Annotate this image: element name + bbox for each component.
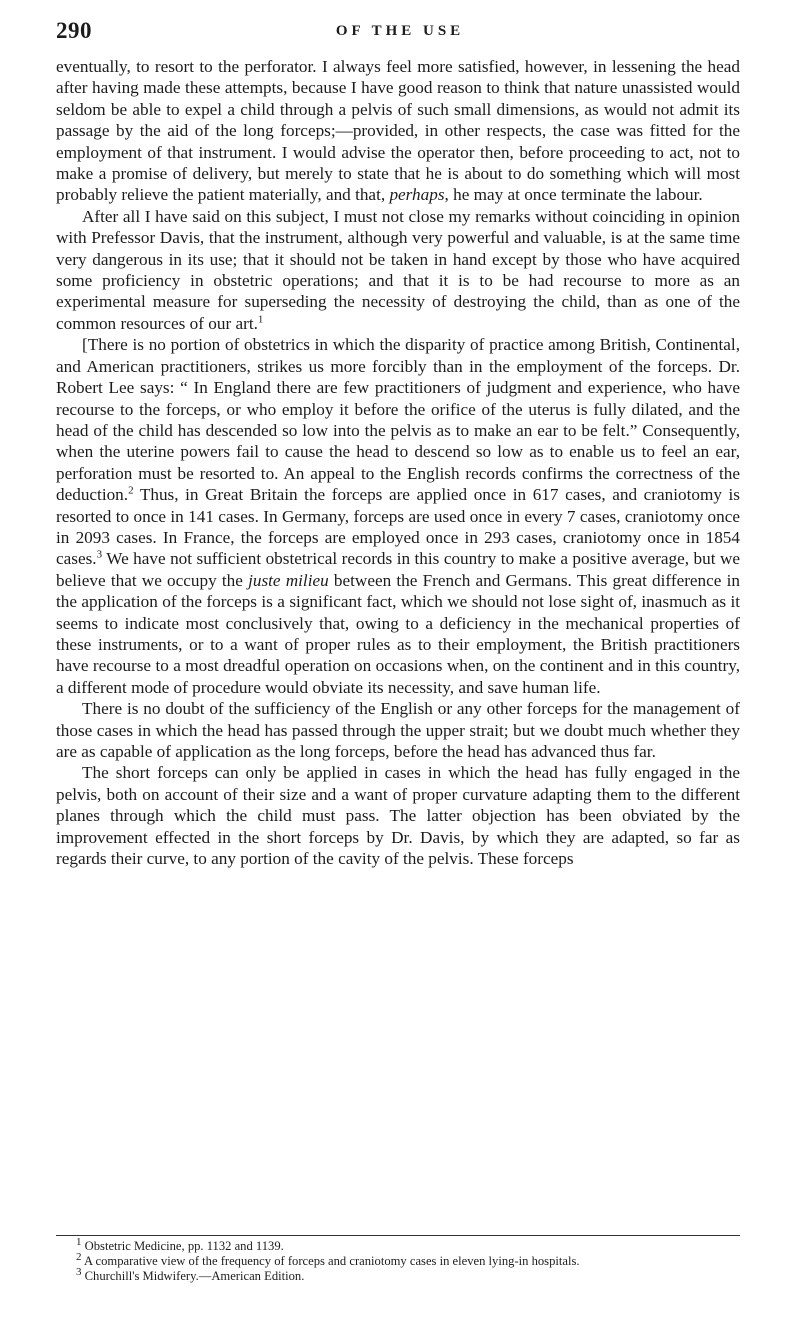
body-text <box>56 56 740 869</box>
footnote-ref: 1 <box>257 313 264 326</box>
running-head <box>56 18 744 50</box>
footnote: $^1$ Obstetric Medicine, pp. 1132 and 1139. <box>76 1235 284 1253</box>
emphasis: juste milieu <box>248 570 329 590</box>
paragraph: There is no doubt of the sufficiency of the English or any other forceps for the management of those cases in which the head has passed through the upper strait; but we doubt much whether they are as capable of application as the long forceps, before the head has advanced thus far. <box>56 699 740 761</box>
footnote-mark: 3 <box>76 1266 82 1279</box>
footnote: $^3$ Churchill's Midwifery.—American Edition. <box>76 1266 305 1284</box>
footnote-ref: 2 <box>128 484 134 497</box>
footnote: $^2$ A comparative view of the frequency of forceps and craniotomy cases in eleven lying-in hospitals. <box>76 1251 580 1269</box>
footnote-ref: 3 <box>96 548 103 561</box>
footnote-mark: 1 <box>76 1235 82 1248</box>
page-number: 290 <box>56 18 92 43</box>
paragraph: [There is no portion of obstetrics in which the disparity of practice among British, Continental, and American practitioners, strikes us more forcibly than in the employment of the forceps. Dr. Robert Lee says: “ In England there are few practitioners of judgment and experience, who have recourse to the forceps, or who employ it before the orifice of the uterus is fully dilated, and the head of the child has descended so low into the pelvis as to make an ear to be felt.” Consequently, when the uterine powers fail to cause the head to descend so low as to enable us to feel an ear, perforation must be resorted to. An appeal to the English records confirms the correctness of the deduction.$^2$ Thus, in Great Britain the forceps are applied once in 617 cases, and craniotomy is resorted to once in 141 cases. In Germany, forceps are used once in every 7 cases, craniotomy once in 2093 cases. In France, the forceps are employed once in 293 cases, craniotomy once in 1854 cases.$^3$ We have not sufficient obstetrical records in this country to make a positive average, but we believe that we occupy the juste milieu between the French and Germans. This great difference in the application of the forceps is a significant fact, which we should not lose sight of, inasmuch as it seems to indicate most conclusively that, owing to a deficiency in the mechanical properties of these instruments, or to a want of proper rules as to their employment, the British practitioners have recourse to a most dreadful operation on occasions when, on the continent and in this country, a different mode of procedure would obviate its necessity, and save human life. <box>56 335 740 697</box>
footnote-divider <box>56 1235 740 1236</box>
running-title: OF THE USE <box>335 23 465 39</box>
footnote-mark: 2 <box>76 1251 82 1264</box>
paragraph: eventually, to resort to the perforator. I always feel more satisfied, however, in lessening the head after having made these attempts, because I have good reason to think that nature unassisted would seldom be able to expel a child through a pelvis of such small dimensions, as would not admit its passage by the aid of the long forceps;—provided, in other respects, the case was fitted for the employment of that instrument. I would advise the operator then, before proceeding to act, not to make a promise of delivery, but merely to state that he is about to do something which will most probably relieve the patient materially, and that, perhaps, he may at once terminate the labour. <box>56 57 740 205</box>
emphasis: perhaps <box>389 185 445 205</box>
paragraph: After all I have said on this subject, I must not close my remarks without coinciding in opinion with Prefessor Davis, that the instrument, although very powerful and valuable, is at the same time very dangerous in its use; that it should not be taken in hand except by those who have acquired some proficiency in obstetric operations; and that it is to be had recourse to more as an experimental measure for superseding the necessity of destroying the child, than as one of the common resources of our art.$^1$ <box>56 206 740 333</box>
footnotes <box>56 1235 740 1285</box>
paragraph: The short forceps can only be applied in cases in which the head has fully engaged in the pelvis, both on account of their size and a want of proper curvature adapting them to the different planes through which the child must pass. The latter objection has been obviated by the improvement effected in the short forceps by Dr. Davis, by which they are adapted, so far as regards their curve, to any portion of the cavity of the pelvis. These forceps <box>56 763 740 869</box>
